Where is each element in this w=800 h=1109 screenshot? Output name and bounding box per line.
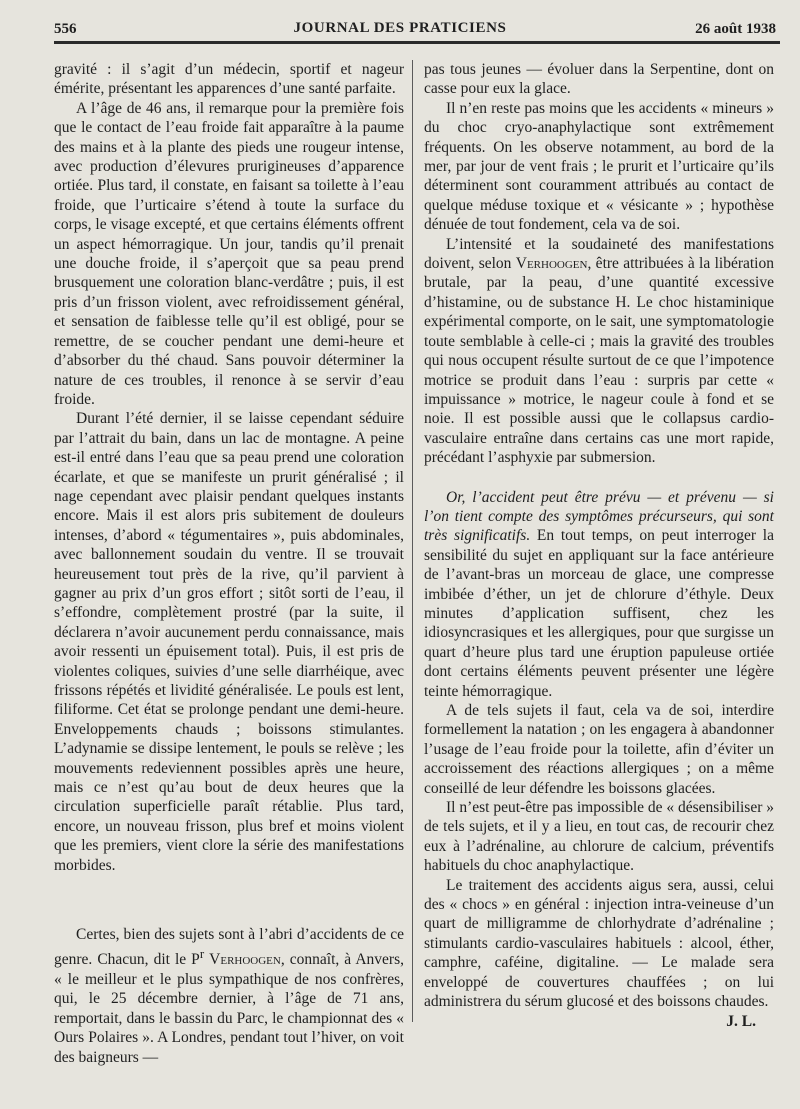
paragraph-text: , être attribuées à la libération brutale, par la peau, d’une quantité excessive d’histamine, ou de substance H. Le choc histaminique expérimental comporte, on le sait, une symptomatologie toute semblable à celle-ci ; mais la gravité des troubles qui nous occupent résulte surtout de ce que l’impotence motrice se produit dans l’eau : surpris par cette « impuissance » motrice, le nageur coule à fond et se noie. Il est possible aussi que le collapsus cardio-vasculaire entraîne dans certains cas une mort rapide, précédant l’asphyxie par submersion. [424,255,774,467]
left-column [54,60,404,1067]
emphasis-text: Or, l’accident peut être prévu — et prévenu — si l’on tient compte des symptômes précurseurs, qui sont très significatifs. [424,488,774,545]
paragraph-restrictions: A de tels sujets il faut, cela va de soi, interdire formellement la natation ; on les engagera à abandonner l’usage de l’eau froide pour la toilette, afin d’éviter un accroissement des réactions allergiques ; on a même conseillé de leur défendre les boissons glacées. [424,702,774,797]
paragraph-case-history: A l’âge de 46 ans, il remarque pour la première fois que le contact de l’eau froide fait apparaître à la paume des mains et à la plante des pieds une rougeur intense, avec production d’élevures prurigineuses d’apparence ortiée. Plus tard, il constate, en faisant sa toilette à l’eau froide, que l’urticaire s’étend à toute la surface du corps, le visage excepté, et que certains éléments offrent un aspect hémorragique. Un jour, tandis qu’il prenait une douche froide, il s’aperçoit que sa peau prend brusquement une coloration blanc-verdâtre ; puis, il est pris d’un frisson violent, avec refroidissement général, et sensation de faiblesse telle qu’il est obligé, pour se remettre, de se coucher pendant une demi-heure et d’absorber du thé chaud. Sans pouvoir déterminer la nature de ces troubles, il renonce à se servir d’eau froide. [54,99,404,408]
paragraph-prevention [424,488,774,701]
paragraph-lake-incident: Durant l’été dernier, il se laisse cependant séduire par l’attrait du bain, dans un lac de montagne. A peine est-il entré dans l’eau que sa peau prend une coloration écarlate, et que se manifeste un prurit généralisé ; il nage cependant avec plaisir pendant quelques instants encore. Mais il est alors pris subitement de douleurs intenses, d’abord « tégumentaires », puis abdominales, avec ballonnement soudain du ventre. Il se trouvait heureusement tout près de la rive, qu’il parvient à gagner au prix d’un gros effort ; sitôt sorti de l’eau, il s’effondre, complètement prostré (par la suite, il déclarera n’avoir aucunement perdu connaissance, mais avoir ressenti un épuisement total). Puis, il est pris de violentes coliques, suivies d’une selle diarrhéique, avec frissons répétés et lividité généralisée. Le pouls est lent, filiforme. Cet état se prolonge pendant une demi-heure. Enveloppements chauds ; boissons stimulantes. L’adynamie se dissipe lentement, le pouls se relève ; les mouvements redeviennent possibles après une heure, mais ce n’est qu’au bout de deux heures que la circulation superficielle paraît rétablie. Plus tard, encore, un nouveau frisson, plus bref et moins violent que les premiers, vient clore la série des manifestations morbides. [54,410,404,874]
paragraph-desensitization: Il n’est peut-être pas impossible de « désensibiliser » de tels sujets, et il y a lieu, en tout cas, de recourir chez eux à l’adrénaline, au chlorure de calcium, préventifs habituels du choc anaphylactique. [424,799,775,875]
paragraph-text: Certes, bien des sujets sont à l’abri d’accidents de ce genre. Chacun, dit le P [54,926,404,969]
paragraph-text: L’intensité et la soudaineté des manifestations doivent, selon [424,235,774,273]
paragraph-continuation: gravité : il s’agit d’un médecin, sportif et nageur émérite, présentant les apparences d’une santé parfaite. [54,61,404,98]
paragraph-winter-bathers [54,925,404,1067]
journal-title: JOURNAL DES PRATICIENS [293,20,507,36]
paragraph-minor-accidents: Il n’en reste pas moins que les accidents « mineurs » du choc cryo-anaphylactique sont extrêmement fréquents. On les observe notamment, au bord de la mer, par jour de vent frais ; le prurit et l’urticaire qu’ils déterminent sont couramment attribués au contact de quelque méduse toxique et « vésicante » ; hypothèse dénuée de tout fondement, cela va de soi. [424,99,774,234]
author-signature: J. L. [726,1012,756,1030]
header-rule [54,41,780,44]
title-superscript: r [199,946,205,962]
paragraph-text: Le traitement des accidents aigus sera, aussi, celui des « chocs » en général : injection intra-veineuse d’un quart de milligramme de chlorhydrate d’adrénaline ; stimulants cardio-vasculaires habituels : alcool, éther, camphre, caféine, digitaline. — Le malade sera enveloppé de couvertures chauffées ; on lui administrera du sérum glucosé et des boissons chaudes. [424,876,774,1011]
paragraph-treatment [424,876,774,1030]
paragraph-text: En tout temps, on peut interroger la sensibilité du sujet en appliquant sur la face antérieure de l’avant-bras un morceau de glace, une compresse imbibée d’éther, un jet de chlorure d’éthyle. Deux minutes d’application suffisent, chez les idiosyncrasiques et les allergiques, pour que surgisse un quart d’heure plus tard une éruption papuleuse ortiée dont certains éléments peuvent présenter une légère teinte hémorragique. [424,527,774,700]
issue-date: 26 août 1938 [695,21,776,37]
author-name: Verhoogen [209,951,281,969]
author-name: Verhoogen [515,255,588,273]
running-header [0,18,800,42]
right-column [424,60,774,1031]
page-number: 556 [54,21,77,37]
paragraph-histamine [424,235,774,468]
paragraph-continuation: pas tous jeunes — évoluer dans la Serpentine, dont on casse pour eux la glace. [424,61,774,98]
paragraph-text: , connaît, à Anvers, « le meilleur et le plus sympathique de nos confrères, qui, le 25 décembre dernier, à l’âge de 71 ans, remportait, dans le bassin du Parc, le championnat des « Ours Polaires ». A Londres, pendant tout l’hiver, on voit des baigneurs — [54,951,404,1066]
column-separator [412,60,413,1022]
